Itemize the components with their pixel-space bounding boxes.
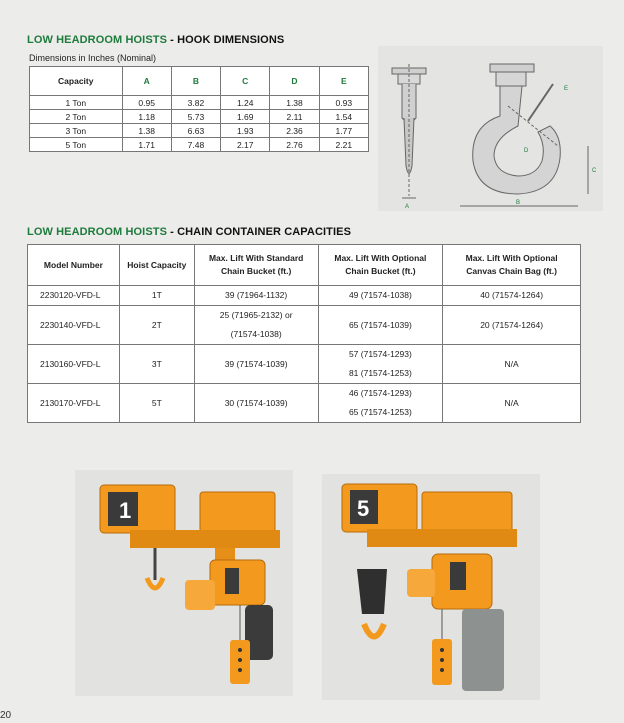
header-line: Canvas Chain Bag (ft.)	[466, 266, 557, 276]
dimensions-subcaption: Dimensions in Inches (Nominal)	[29, 53, 157, 63]
capacity-badge-5: 5	[357, 496, 370, 521]
table-cell: 3 Ton	[30, 124, 123, 138]
capacity-badge-1: 1	[119, 498, 132, 523]
dim-header-e: E	[319, 67, 368, 96]
table-cell-canvas	[443, 345, 581, 384]
table-row	[28, 384, 581, 423]
table-cell-canvas	[443, 384, 581, 423]
table-row	[30, 138, 369, 152]
header-line: Hoist Capacity	[127, 259, 187, 270]
table-cell-canvas	[443, 306, 581, 345]
table-cell: 1.18	[122, 110, 171, 124]
dim-header-c: C	[221, 67, 270, 96]
table-cell-model: 2230140-VFD-L	[28, 306, 120, 345]
table-cell-standard	[194, 306, 318, 345]
table-cell-optional	[318, 286, 443, 306]
cell-line: 25 (71965-2132) or	[219, 310, 293, 320]
table-cell: 5.73	[171, 110, 220, 124]
table-row	[30, 110, 369, 124]
cell-line: 39 (71964-1132)	[225, 290, 288, 300]
cell-line: 57 (71574-1293)	[348, 349, 412, 359]
table-row	[28, 345, 581, 384]
table-cell: 1.38	[122, 124, 171, 138]
table-cell-capacity: 3T	[119, 345, 194, 384]
table-cell: 0.95	[122, 96, 171, 110]
hook-dimension-diagram	[378, 46, 603, 211]
dim-label-c: C	[592, 168, 597, 174]
dim-label-a: A	[405, 204, 410, 210]
dim-header-d: D	[270, 67, 319, 96]
cell-line: (71574-1038)	[230, 329, 282, 339]
table-header-row	[28, 245, 581, 286]
table-cell-standard	[194, 384, 318, 423]
table-row	[28, 306, 581, 345]
table-cell: 2 Ton	[30, 110, 123, 124]
table-cell: 2.36	[270, 124, 319, 138]
table-cell: 6.63	[171, 124, 220, 138]
dim-header-a: A	[122, 67, 171, 96]
title-dark-part: - CHAIN CONTAINER CAPACITIES	[170, 226, 352, 238]
table-cell-capacity: 2T	[119, 306, 194, 345]
header-line: Chain Bucket (ft.)	[345, 266, 416, 276]
chain-capacity-table	[27, 244, 581, 423]
table-cell: 2.11	[270, 110, 319, 124]
table-cell-optional	[318, 384, 443, 423]
cell-line: 46 (71574-1293)	[348, 388, 412, 398]
cell-line: N/A	[504, 358, 519, 369]
table-cell-capacity: 5T	[119, 384, 194, 423]
header-line: Max. Lift With Optional	[334, 253, 427, 263]
table-cell: 1.24	[221, 96, 270, 110]
table-cell-optional	[318, 306, 443, 345]
table-row	[28, 286, 581, 306]
table-cell: 2.21	[319, 138, 368, 152]
hook-dimensions-table	[29, 66, 369, 152]
table-cell-optional	[318, 345, 443, 384]
chain-capacities-title	[27, 226, 351, 238]
table-cell-model: 2130170-VFD-L	[28, 384, 120, 423]
cell-line: 49 (71574-1038)	[348, 290, 412, 300]
table-cell: 3.82	[171, 96, 220, 110]
table-cell: 1.69	[221, 110, 270, 124]
cell-line: 65 (71574-1039)	[348, 319, 412, 330]
table-cell-model: 2130160-VFD-L	[28, 345, 120, 384]
table-cell: 2.17	[221, 138, 270, 152]
table-cell: 7.48	[171, 138, 220, 152]
cell-line: 65 (71574-1253)	[348, 407, 412, 417]
table-cell: 1.93	[221, 124, 270, 138]
hoist-photo-1-ton	[75, 470, 293, 696]
dim-header-capacity: Capacity	[30, 67, 123, 96]
table-cell: 1 Ton	[30, 96, 123, 110]
title-green-part: LOW HEADROOM HOISTS	[27, 34, 168, 46]
cell-line: 30 (71574-1039)	[224, 397, 288, 408]
table-cell-capacity: 1T	[119, 286, 194, 306]
dim-label-b: B	[516, 200, 521, 206]
table-cell-canvas	[443, 286, 581, 306]
capacity-header-cell	[28, 245, 120, 286]
capacity-header-cell	[194, 245, 318, 286]
title-green-part: LOW HEADROOM HOISTS	[27, 226, 168, 238]
header-line: Chain Bucket (ft.)	[220, 266, 292, 276]
capacity-header-cell	[318, 245, 443, 286]
header-line: Max. Lift With Optional	[465, 253, 558, 263]
cell-line: N/A	[504, 397, 519, 408]
table-row	[30, 96, 369, 110]
table-cell: 1.38	[270, 96, 319, 110]
header-line: Model Number	[43, 259, 103, 270]
table-cell: 0.93	[319, 96, 368, 110]
table-cell: 2.76	[270, 138, 319, 152]
cell-line: 40 (71574-1264)	[480, 290, 544, 300]
title-dark-part: - HOOK DIMENSIONS	[170, 34, 285, 46]
hoist-photo-5-ton	[322, 474, 540, 700]
dim-label-e: E	[564, 86, 569, 92]
cell-line: 39 (71574-1039)	[224, 358, 288, 369]
page-number: 20	[0, 710, 12, 721]
table-cell: 1.71	[122, 138, 171, 152]
dim-label-d: D	[524, 148, 529, 154]
table-row	[30, 124, 369, 138]
table-cell-standard	[194, 286, 318, 306]
hook-dimensions-title	[27, 34, 284, 46]
cell-line: 20 (71574-1264)	[480, 319, 544, 330]
table-cell-standard	[194, 345, 318, 384]
table-cell-model: 2230120-VFD-L	[28, 286, 120, 306]
table-cell: 5 Ton	[30, 138, 123, 152]
table-header-row	[30, 67, 369, 96]
cell-line: 81 (71574-1253)	[348, 368, 412, 378]
header-line: Max. Lift With Standard	[208, 253, 304, 263]
table-cell: 1.54	[319, 110, 368, 124]
capacity-header-cell	[443, 245, 581, 286]
table-cell: 1.77	[319, 124, 368, 138]
dim-header-b: B	[171, 67, 220, 96]
capacity-header-cell	[119, 245, 194, 286]
